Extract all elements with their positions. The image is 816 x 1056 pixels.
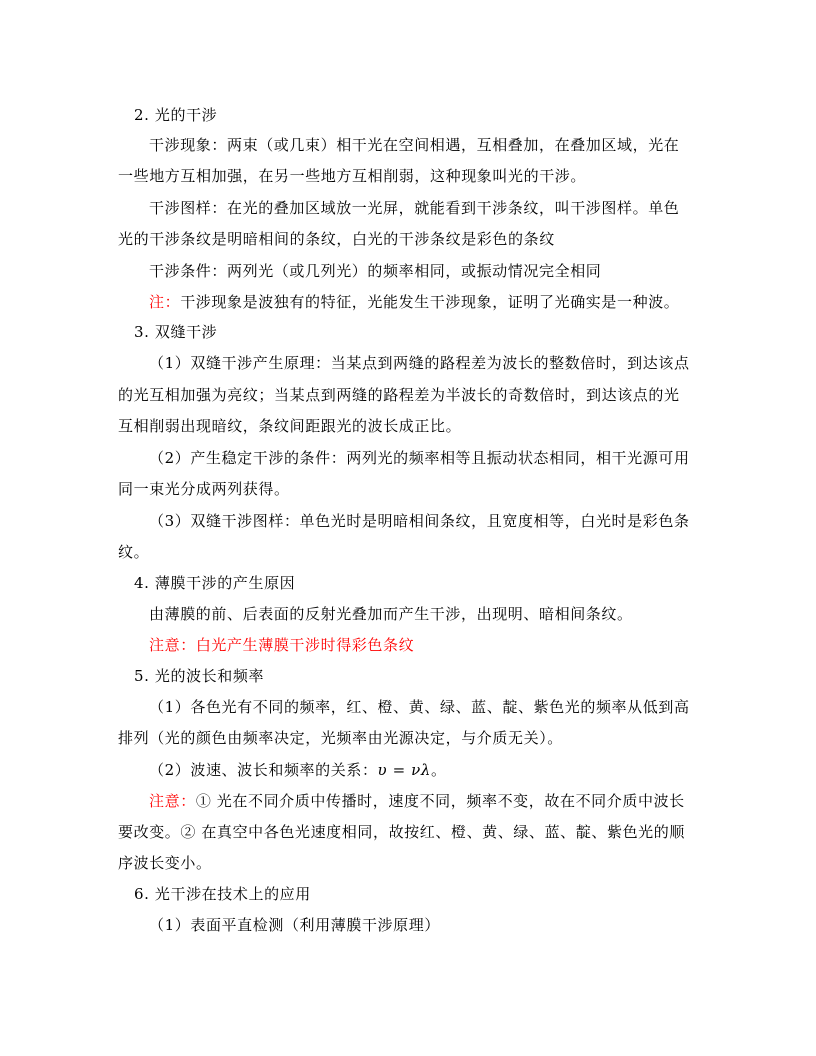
note-text: 干涉现象是波独有的特征，光能发生干涉现象，证明了光确实是一种波。 (180, 293, 680, 311)
s2-paragraph-1-line-1: 干涉现象：两束（或几束）相干光在空间相遇，互相叠加，在叠加区域，光在 (149, 136, 680, 154)
wave-formula: υ = νλ (377, 761, 431, 779)
s3-item-1-line-2: 的光互相加强为亮纹；当某点到两缝的路程差为半波长的奇数倍时，到达该点的光 (118, 386, 680, 404)
s3-item-1-line-3: 互相削弱出现暗纹，条纹间距跟光的波长成正比。 (118, 417, 462, 435)
s5-note-line-3: 序波长变小。 (118, 854, 212, 872)
s6-item-1: （1）表面平直检测（利用薄膜干涉原理） (149, 916, 440, 934)
s4-note (149, 635, 414, 655)
s2-paragraph-2-line-2: 光的干涉条纹是明暗相间的条纹，白光的干涉条纹是彩色的条纹 (118, 230, 555, 248)
note-label: 注意： (149, 792, 196, 810)
s2-paragraph-3: 干涉条件：两列光（或几列光）的频率相同，或振动情况完全相同 (149, 262, 602, 280)
s5-note-line-1 (149, 791, 685, 811)
s2-note (149, 292, 679, 312)
section-5-heading: 5. 光的波长和频率 (134, 667, 265, 685)
section-3-heading: 3. 双缝干涉 (134, 323, 218, 341)
section-4-heading: 4. 薄膜干涉的产生原因 (134, 574, 296, 592)
s3-item-2-line-1: （2）产生稳定干涉的条件：两列光的频率相等且振动状态相同，相干光源可用 (149, 449, 690, 467)
s3-item-2-line-2: 同一束光分成两列获得。 (118, 480, 290, 498)
s5-item-2-text: （2）波速、波长和频率的关系： (149, 761, 378, 779)
note-label: 注意： (149, 636, 196, 654)
s5-item-2-end: 。 (431, 761, 447, 779)
s2-paragraph-2-line-1: 干涉图样：在光的叠加区域放一光屏，就能看到干涉条纹，叫干涉图样。单色 (149, 199, 680, 217)
s5-item-1-line-1: （1）各色光有不同的频率，红、橙、黄、绿、蓝、靛、紫色光的频率从低到高 (149, 698, 690, 716)
s5-note-line-2: 要改变。② 在真空中各色光速度相同，故按红、橙、黄、绿、蓝、靛、紫色光的顺 (118, 823, 685, 841)
s2-paragraph-1-line-2: 一些地方互相加强，在另一些地方互相削弱，这种现象叫光的干涉。 (118, 167, 587, 185)
section-6-heading: 6. 光干涉在技术上的应用 (134, 885, 311, 903)
s5-item-1-line-2: 排列（光的颜色由频率决定，光频率由光源决定，与介质无关）。 (118, 729, 563, 747)
note-label: 注： (149, 293, 181, 311)
s3-item-3-line-2: 纹。 (118, 543, 150, 561)
note-text: 白光产生薄膜干涉时得彩色条纹 (195, 636, 415, 654)
s3-item-1-line-1: （1）双缝干涉产生原理：当某点到两缝的路程差为波长的整数倍时，到达该点 (149, 354, 690, 372)
note-text: ① 光在不同介质中传播时，速度不同，频率不变，故在不同介质中波长 (195, 792, 685, 810)
s4-paragraph-1: 由薄膜的前、后表面的反射光叠加而产生干涉，出现明、暗相间条纹。 (149, 605, 633, 623)
s5-item-2 (149, 760, 447, 780)
section-2-heading: 2. 光的干涉 (134, 106, 218, 124)
s3-item-3-line-1: （3）双缝干涉图样：单色光时是明暗相间条纹，且宽度相等，白光时是彩色条 (149, 512, 690, 530)
